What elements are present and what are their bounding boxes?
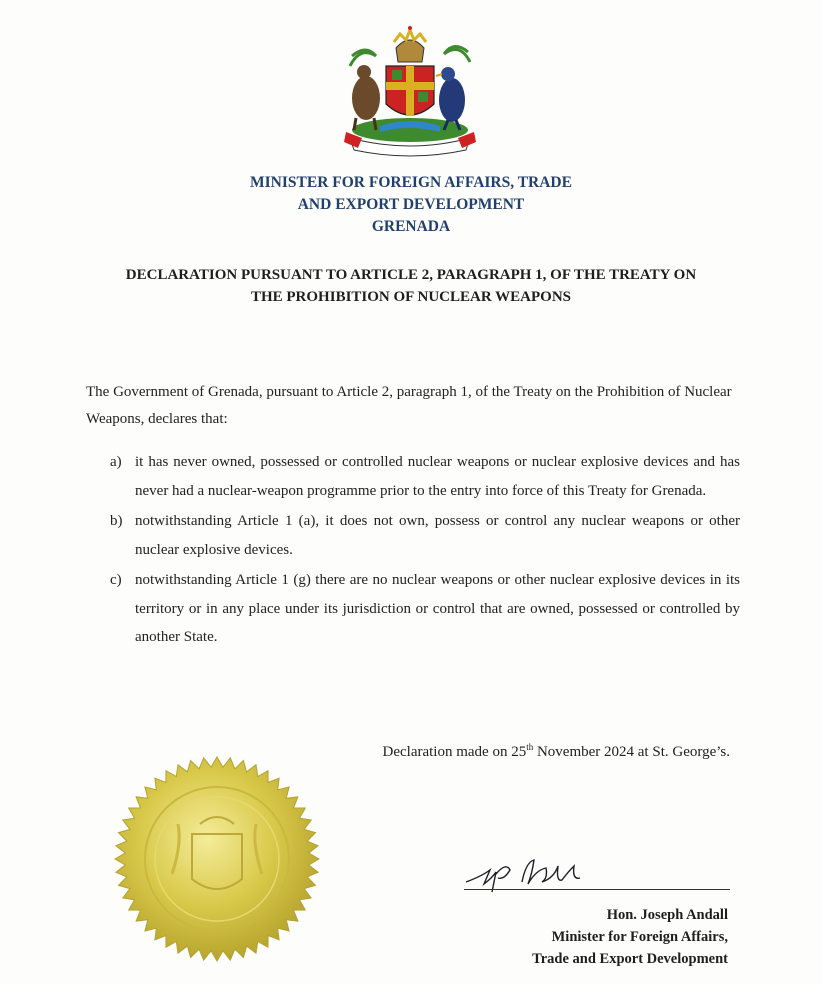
item-marker: b) [110, 513, 123, 529]
declaration-item [100, 566, 740, 652]
declaration-list [100, 448, 740, 654]
declaration-title [0, 264, 822, 308]
declaration-item [100, 448, 740, 505]
ministry-line-2: AND EXPORT DEVELOPMENT [297, 196, 525, 213]
signer-name: Hon. Joseph Andall [606, 907, 728, 923]
signer-title-line-1: Minister for Foreign Affairs, [551, 929, 728, 945]
signature-line [464, 889, 730, 890]
gold-seal-icon [112, 754, 322, 964]
ministry-country: GRENADA [371, 218, 451, 235]
date-prefix: Declaration made on 25 [382, 744, 527, 760]
intro-paragraph: The Government of Grenada, pursuant to Article 2, paragraph 1, of the Treaty on the Prohibition of Nuclear Weapons, declares that: [86, 384, 732, 427]
signer-block [532, 904, 728, 970]
declaration-date [383, 744, 731, 761]
date-ordinal: th [526, 742, 534, 752]
item-marker: c) [110, 572, 122, 588]
ministry-header [0, 172, 822, 238]
item-text: it has never owned, possessed or controlled nuclear weapons or nuclear explosive devices and has never had a nuclear-weapon programme prior to the entry into force of this Treaty for Grenada. [135, 454, 740, 499]
item-text: notwithstanding Article 1 (a), it does not own, possess or control any nuclear weapons or other nuclear explosive devices. [135, 513, 740, 558]
coat-of-arms-icon [340, 26, 480, 158]
item-marker: a) [110, 454, 122, 470]
title-line-2: THE PROHIBITION OF NUCLEAR WEAPONS [250, 289, 572, 305]
signer-title-line-2: Trade and Export Development [532, 951, 728, 967]
date-suffix: November 2024 at St. George’s. [533, 744, 730, 760]
title-line-1: DECLARATION PURSUANT TO ARTICLE 2, PARAGRAPH 1, OF THE TREATY ON [125, 267, 697, 283]
declaration-item [100, 507, 740, 564]
item-text: notwithstanding Article 1 (g) there are no nuclear weapons or other nuclear explosive devices in its territory or in any place under its jurisdiction or control that are owned, possessed or controlled by another State. [135, 572, 740, 645]
ministry-line-1: MINISTER FOR FOREIGN AFFAIRS, TRADE [250, 174, 572, 191]
